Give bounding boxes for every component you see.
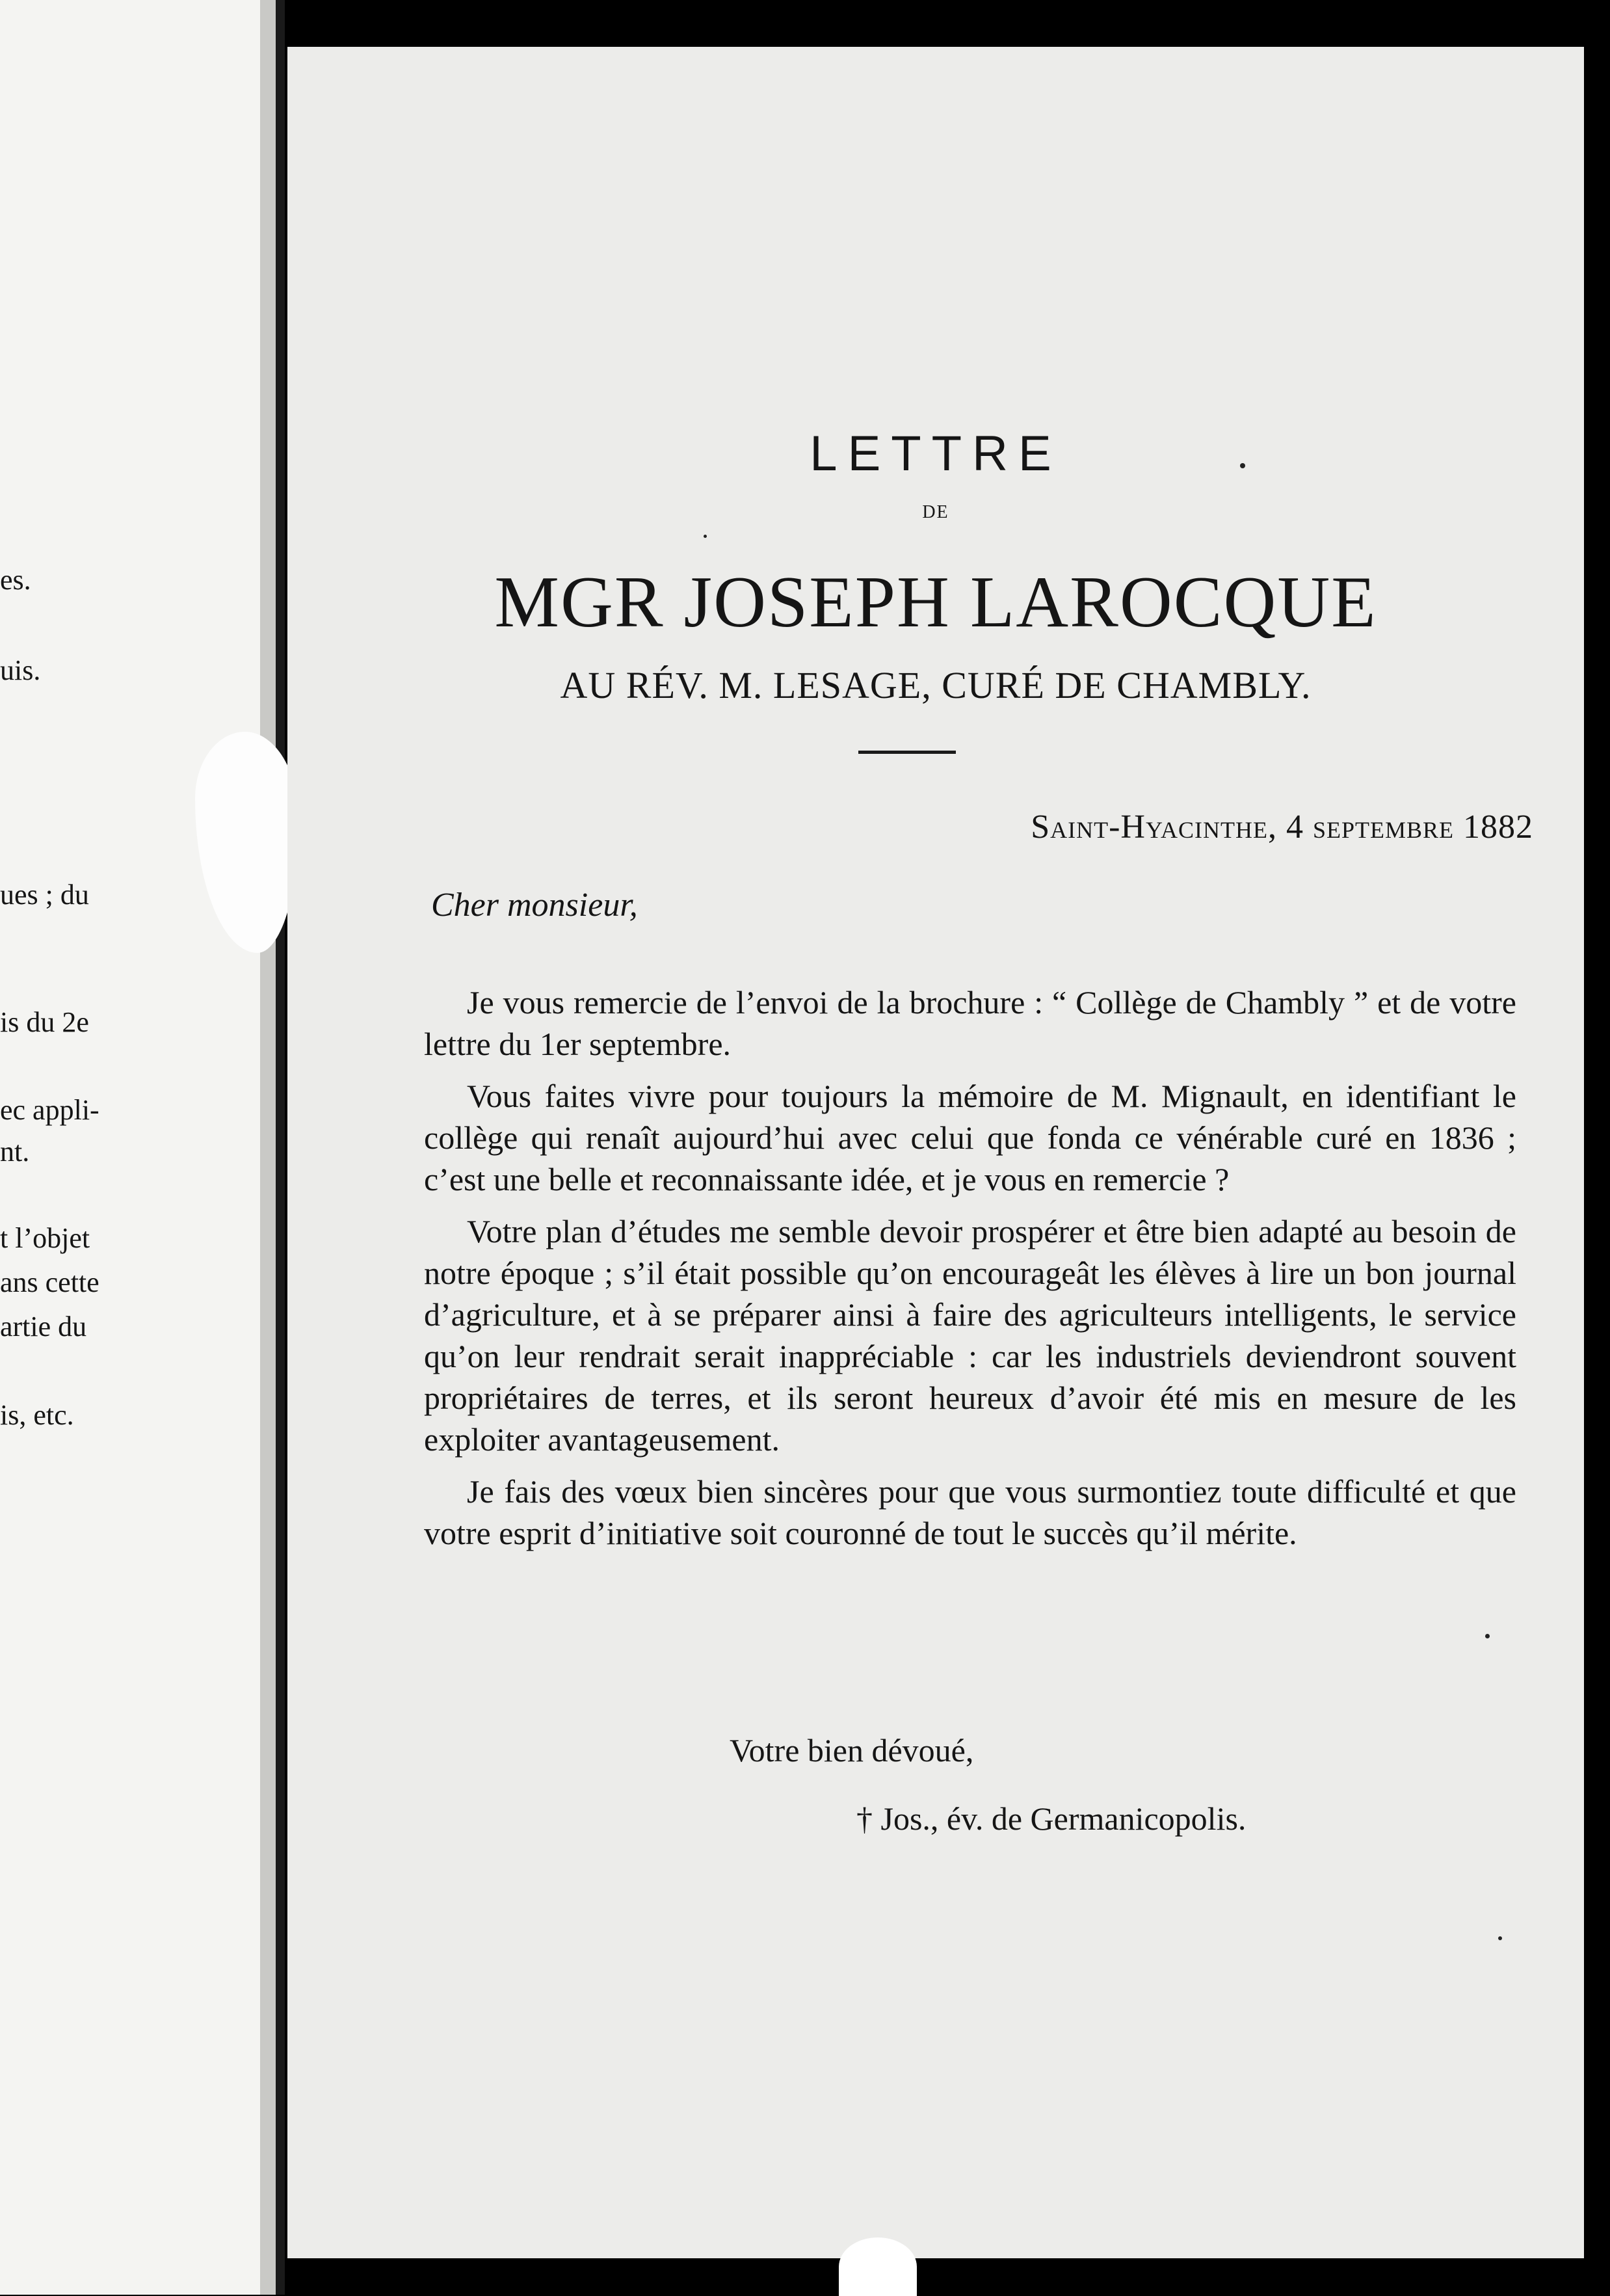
- page-gutter: [260, 0, 276, 2295]
- left-page-fragment: is, etc.: [0, 1399, 74, 1431]
- left-page-fragment: artie du: [0, 1311, 87, 1342]
- letter-page: [287, 47, 1584, 2258]
- dateline-year: 1882: [1463, 808, 1533, 846]
- body-paragraph: Votre plan d’études me semble devoir prospérer et être bien adapté au besoin de notre époque ; s’il était possible qu’on encourageât les élèves à lire un bon journal d’agriculture, et à se préparer ainsi à faire des agriculteurs intelligents, le service qu’on leur rendrait serait inappréciable : car les industriels deviendront souvent propriétaires de terres, et ils seront heureux d’avoir été mis en mesure de les exploiter avantageusement.: [424, 1213, 1516, 1458]
- left-page-fragment: ues ; du: [0, 879, 89, 911]
- left-page-fragment: t l’objet: [0, 1222, 90, 1254]
- paper-notch: [839, 2237, 917, 2296]
- left-facing-page: [0, 0, 272, 2295]
- paper-speck: [1240, 463, 1245, 468]
- left-page-fragment: ans cette: [0, 1266, 99, 1298]
- left-page-fragment: ec appli-: [0, 1094, 99, 1126]
- dateline: [1031, 808, 1533, 846]
- recipient-line: AU RÉV. M. LESAGE, CURÉ DE CHAMBLY.: [560, 664, 1312, 706]
- signature-line: † Jos., év. de Germanicopolis.: [856, 1800, 1247, 1837]
- divider-rule: [858, 751, 956, 754]
- heading-de: DE: [922, 502, 949, 522]
- left-page-fragment: uis.: [0, 654, 41, 686]
- closing-line: Votre bien dévoué,: [730, 1732, 974, 1769]
- body-paragraph: Je fais des vœux bien sincères pour que vous surmontiez toute difficulté et que votre esprit d’initiative soit couronné de tout le succès qu’il mérite.: [424, 1473, 1516, 1551]
- left-page-fragment: nt.: [0, 1136, 30, 1168]
- body-paragraph: Je vous remercie de l’envoi de la brochure : “ Collège de Chambly ” et de votre lettre du 1er septembre.: [424, 984, 1516, 1062]
- author-title: MGR JOSEPH LAROCQUE: [494, 562, 1377, 643]
- paper-speck: [1498, 1936, 1502, 1940]
- page-binding-edge: [276, 0, 285, 2295]
- letter-heading: LETTRE: [810, 426, 1062, 481]
- salutation: Cher monsieur,: [431, 887, 638, 924]
- body-paragraph: Vous faites vivre pour toujours la mémoire de M. Mignault, en identifiant le collège qui renaît aujourd’hui avec celui que fonda ce vénérable curé en 1836 ; c’est une belle et reconnaissante idée, et je vous en remercie ?: [424, 1078, 1516, 1197]
- dateline-day: 4: [1286, 808, 1304, 846]
- left-page-fragment: es.: [0, 564, 31, 596]
- paper-speck: [1485, 1634, 1490, 1638]
- dateline-place: Saint-Hyacinthe,: [1031, 808, 1277, 846]
- letter-body: [424, 981, 1516, 1564]
- paper-speck: [704, 535, 707, 538]
- dateline-month: septembre: [1312, 808, 1454, 846]
- left-page-fragment: is du 2e: [0, 1006, 89, 1038]
